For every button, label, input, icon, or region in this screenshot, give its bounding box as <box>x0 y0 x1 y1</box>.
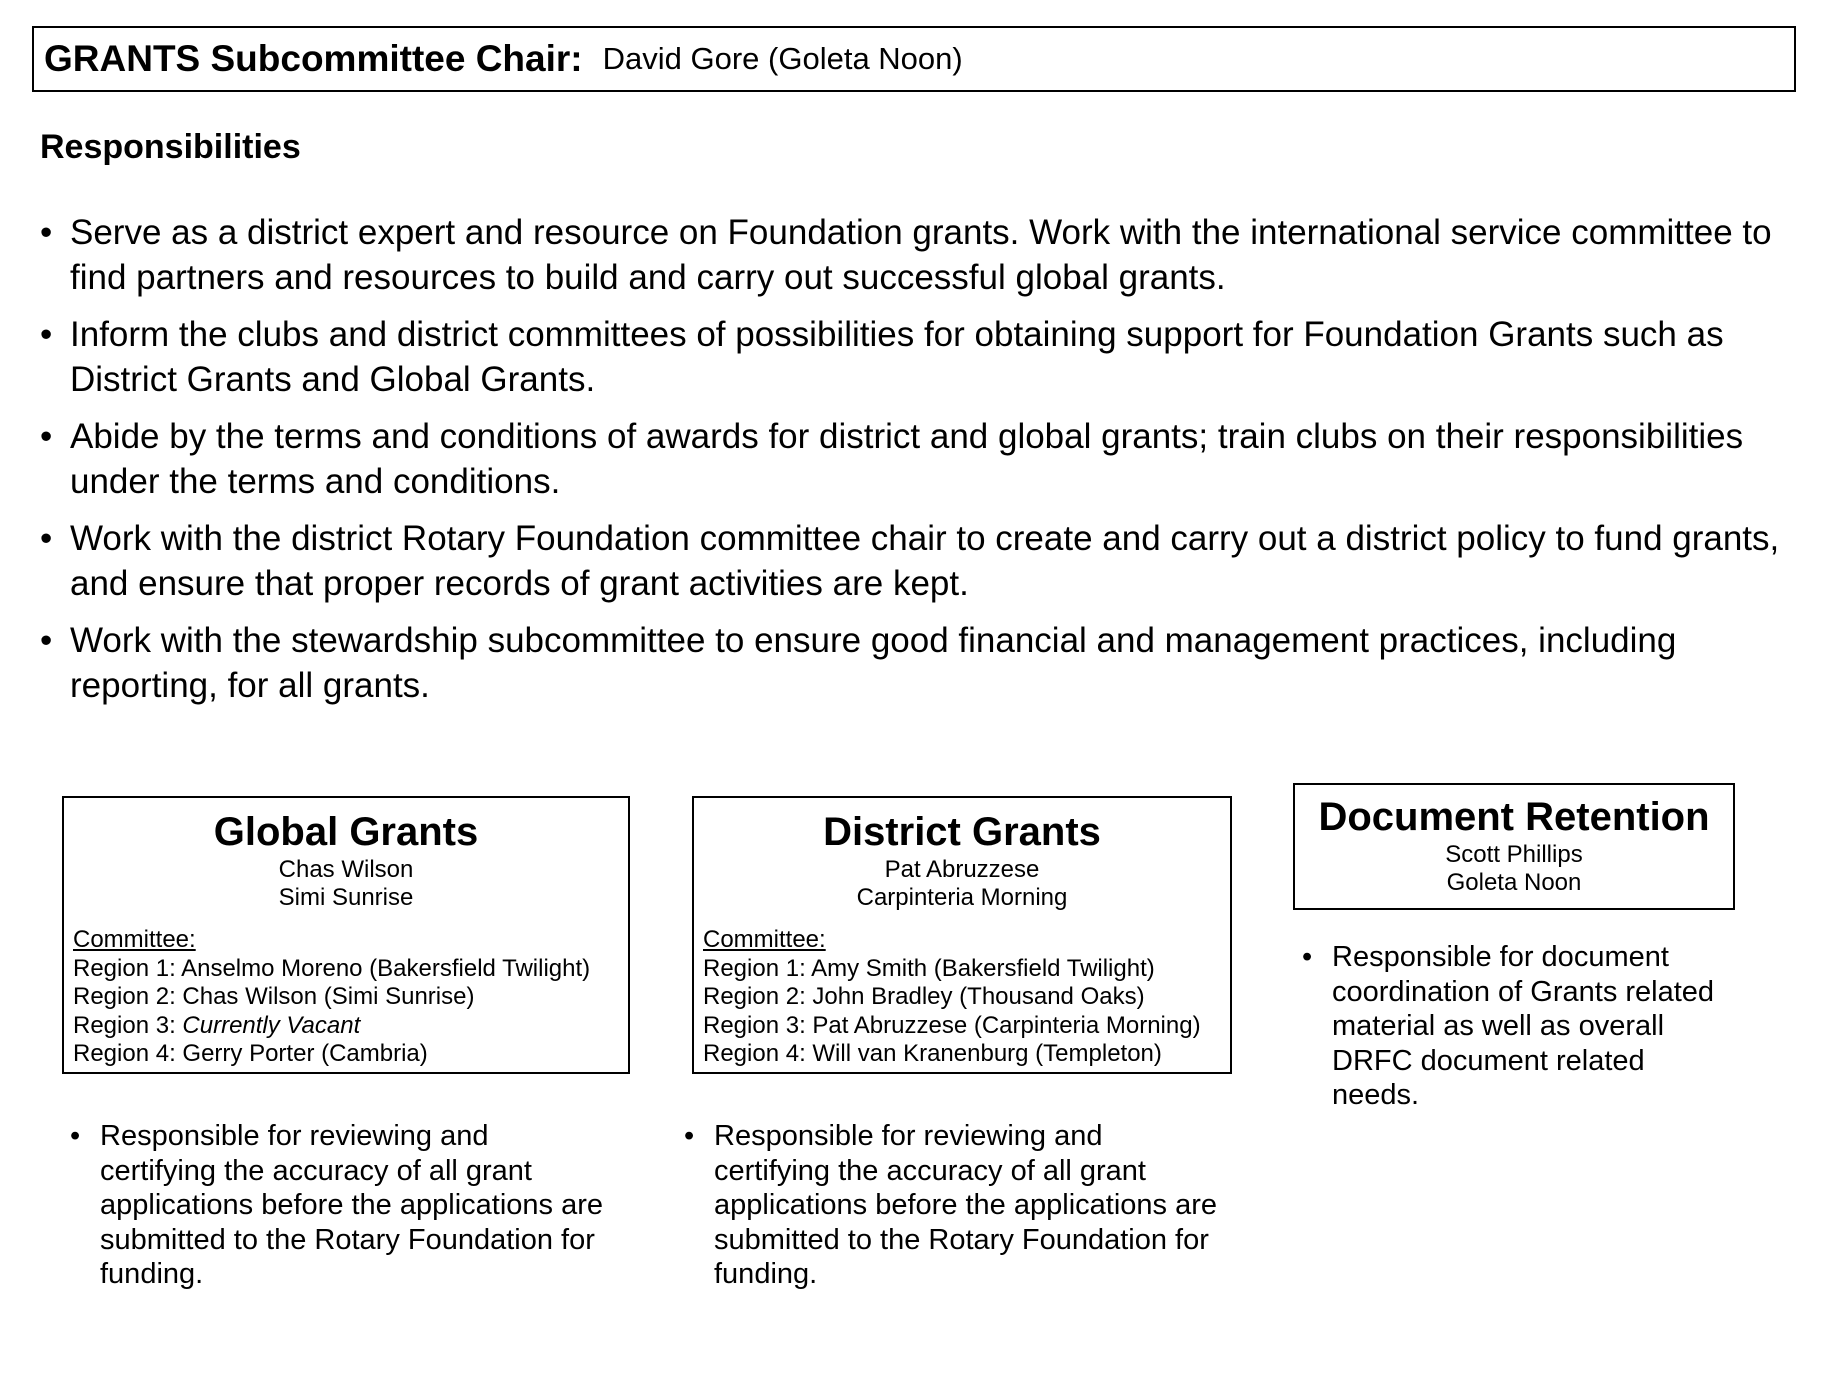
responsibility-item: • Work with the stewardship subcommittee to ensure good financial and management practices, including reporting, for all grants. <box>40 618 1810 708</box>
region-label: Region 3: <box>703 1011 813 1039</box>
region-label: Region 4: <box>703 1040 813 1067</box>
global-grants-bullets <box>70 1119 610 1292</box>
document-retention-lead-club: Goleta Noon <box>1446 869 1582 896</box>
region-label: Region 2: <box>73 983 183 1010</box>
chair-header <box>32 26 1796 92</box>
global-grants-bullet: • Responsible for reviewing and certifying the accuracy of all grant applications before the applications are submitted to the Rotary Foundation for funding. <box>70 1119 610 1292</box>
district-grants-bullet: • Responsible for reviewing and certifying the accuracy of all grant applications before the applications are submitted to the Rotary Foundation for funding. <box>684 1119 1224 1292</box>
global-grants-lead-club: Simi Sunrise <box>278 884 414 911</box>
region-label: Region 1: <box>703 954 812 982</box>
region-member: Anselmo Moreno (Bakersfield Twilight) <box>181 954 591 982</box>
committee-region-row <box>703 1040 1230 1069</box>
responsibility-item: • Inform the clubs and district committees of possibilities for obtaining support for Foundation Grants such as District Grants and Global Grants. <box>40 312 1810 402</box>
responsibility-item: • Work with the district Rotary Foundation committee chair to create and carry out a district policy to fund grants, and ensure that proper records of grant activities are kept. <box>40 516 1810 606</box>
committee-region-row <box>703 955 1230 984</box>
document-retention-box <box>1293 783 1735 910</box>
global-grants-title: Global Grants <box>213 810 479 854</box>
committee-label: Committee: <box>703 926 826 953</box>
district-grants-bullets <box>684 1119 1224 1292</box>
header-title: GRANTS Subcommittee Chair: <box>44 38 583 79</box>
committee-region-row <box>703 983 1230 1012</box>
responsibility-item: • Serve as a district expert and resource on Foundation grants. Work with the international service committee to find partners and resources to build and carry out successful global grants. <box>40 210 1810 300</box>
region-member: Will van Kranenburg (Templeton) <box>812 1040 1162 1067</box>
region-member: Gerry Porter (Cambria) <box>182 1040 428 1067</box>
chair-name: David Gore (Goleta Noon) <box>602 41 963 76</box>
region-member: Amy Smith (Bakersfield Twilight) <box>811 954 1155 982</box>
region-member: Chas Wilson (Simi Sunrise) <box>182 983 475 1010</box>
responsibilities-heading: Responsibilities <box>40 128 301 166</box>
district-grants-box <box>692 796 1232 1074</box>
region-label: Region 4: <box>73 1040 183 1067</box>
committee-region-row <box>73 1040 628 1069</box>
responsibility-item: • Abide by the terms and conditions of awards for district and global grants; train clubs on their responsibilities under the terms and conditions. <box>40 414 1810 504</box>
district-grants-lead-club: Carpinteria Morning <box>856 884 1068 911</box>
document-retention-lead-name: Scott Phillips <box>1445 841 1583 868</box>
committee-region-row <box>73 1012 628 1041</box>
region-member-vacant: Currently Vacant <box>182 1011 361 1039</box>
region-label: Region 2: <box>703 983 813 1010</box>
committee-label: Committee: <box>73 926 196 953</box>
committee-region-row <box>73 983 628 1012</box>
committee-region-row <box>73 955 628 984</box>
global-grants-lead-name: Chas Wilson <box>278 856 414 883</box>
responsibilities-list <box>40 210 1810 720</box>
document-retention-bullets <box>1302 940 1722 1113</box>
district-grants-committee <box>703 926 1230 1069</box>
document-retention-title: Document Retention <box>1318 795 1710 839</box>
document-retention-bullet: • Responsible for document coordination of Grants related material as well as overall DRFC document related needs. <box>1302 940 1722 1113</box>
district-grants-lead-name: Pat Abruzzese <box>884 856 1040 883</box>
region-label: Region 1: <box>73 954 182 982</box>
region-member: John Bradley (Thousand Oaks) <box>812 983 1145 1010</box>
region-label: Region 3: <box>73 1011 183 1039</box>
district-grants-title: District Grants <box>823 810 1101 854</box>
region-member: Pat Abruzzese (Carpinteria Morning) <box>812 1011 1201 1039</box>
committee-region-row <box>703 1012 1230 1041</box>
global-grants-committee <box>73 926 628 1069</box>
global-grants-box <box>62 796 630 1074</box>
